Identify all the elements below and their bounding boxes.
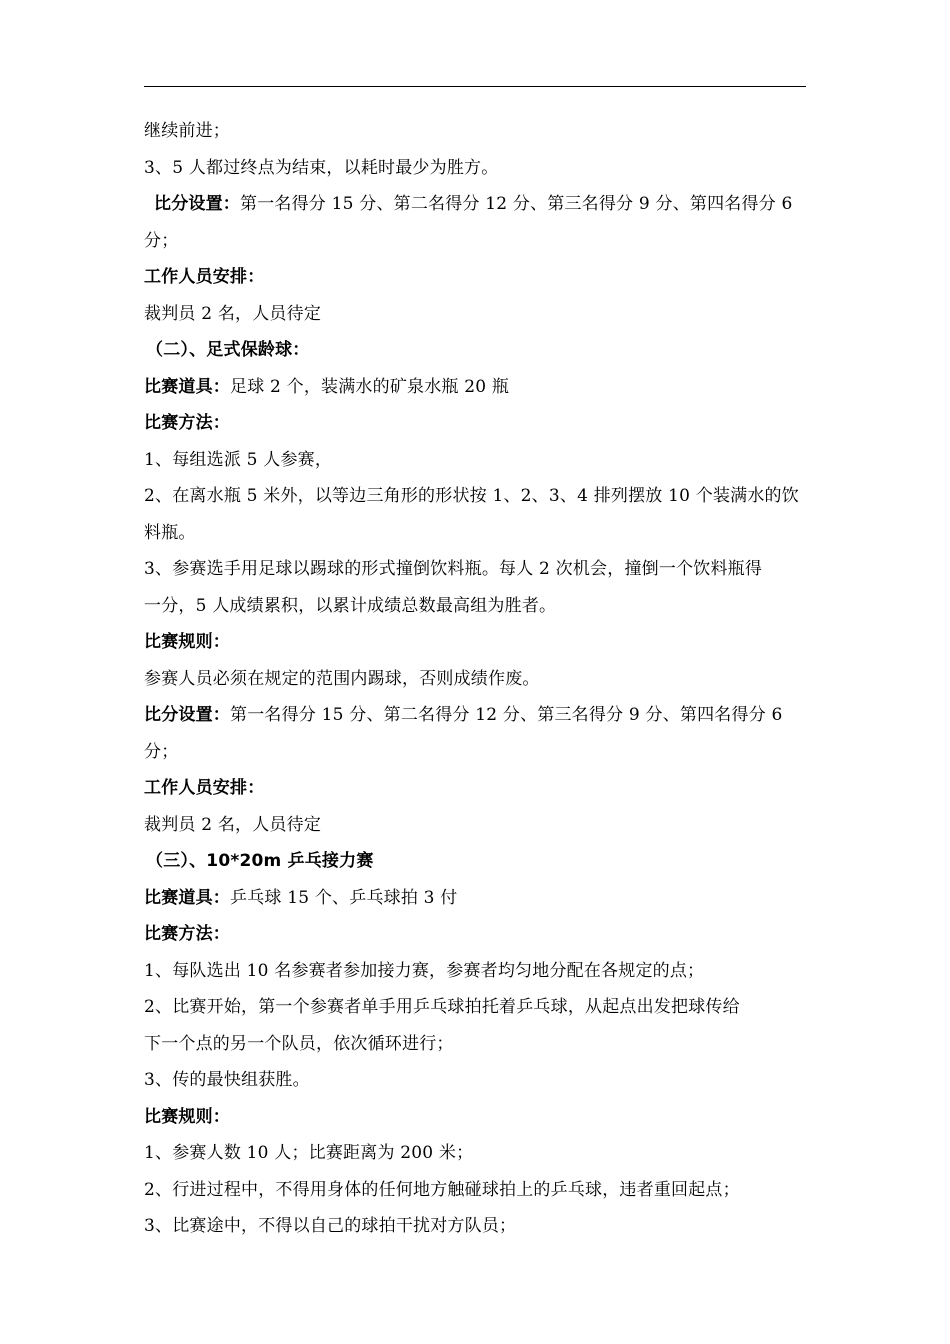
header-rule bbox=[144, 86, 806, 87]
line-text: 3、5 人都过终点为结束，以耗时最少为胜方。 bbox=[144, 157, 499, 178]
section-label: 工作人员安排： bbox=[144, 778, 265, 798]
props-line bbox=[144, 369, 812, 406]
method-heading bbox=[144, 405, 812, 442]
body-line bbox=[144, 551, 812, 588]
body-line bbox=[144, 989, 812, 1026]
line-text: 继续前进； bbox=[144, 121, 230, 141]
body-line bbox=[144, 223, 812, 260]
body-line bbox=[144, 953, 812, 990]
body-line bbox=[144, 1208, 812, 1245]
line-text: 1、参赛人数 10 人；比赛距离为 200 米； bbox=[144, 1143, 474, 1163]
line-text: 参赛人员必须在规定的范围内踢球，否则成绩作废。 bbox=[144, 668, 540, 689]
section-title: （二）、足式保龄球： bbox=[146, 340, 310, 360]
line-text: 第一名得分 15 分、第二名得分 12 分、第三名得分 9 分、第四名得分 6 bbox=[230, 705, 783, 725]
line-text: 分； bbox=[144, 741, 179, 762]
rules-heading bbox=[144, 1099, 812, 1136]
section-label: 比赛方法： bbox=[144, 924, 230, 944]
body-line bbox=[144, 1062, 812, 1099]
body-line bbox=[144, 442, 812, 479]
line-text: 2、比赛开始，第一个参赛者单手用乒乓球拍托着乒乓球，从起点出发把球传给 bbox=[144, 997, 740, 1017]
body-line bbox=[144, 296, 812, 333]
method-heading bbox=[144, 916, 812, 953]
line-text: 料瓶。 bbox=[144, 522, 196, 543]
line-text: 3、比赛途中，不得以自己的球拍干扰对方队员； bbox=[144, 1216, 517, 1236]
line-text: 裁判员 2 名，人员待定 bbox=[144, 814, 322, 835]
section-label: 比赛规则： bbox=[144, 1106, 230, 1127]
line-text: 3、传的最快组获胜。 bbox=[144, 1070, 310, 1090]
line-text: 乒乓球 15 个、乒乓球拍 3 付 bbox=[230, 887, 458, 908]
line-text: 足球 2 个，装满水的矿泉水瓶 20 瓶 bbox=[230, 376, 510, 397]
staff-heading bbox=[144, 259, 812, 296]
body-line bbox=[144, 515, 812, 552]
section-label: 比赛规则： bbox=[144, 632, 230, 652]
line-text: 裁判员 2 名，人员待定 bbox=[144, 303, 322, 324]
line-text: 分； bbox=[144, 230, 179, 251]
line-text: 2、在离水瓶 5 米外，以等边三角形的形状按 1、2、3、4 排列摆放 10 个装满水的饮 bbox=[144, 486, 799, 506]
section-label: 比分设置： bbox=[154, 194, 240, 214]
rules-heading bbox=[144, 624, 812, 661]
body-line bbox=[144, 734, 812, 771]
line-text: 3、参赛选手用足球以踢球的形式撞倒饮料瓶。每人 2 次机会，撞倒一个饮料瓶得 bbox=[144, 559, 763, 579]
score-setting-line bbox=[144, 186, 812, 223]
line-text: 第一名得分 15 分、第二名得分 12 分、第三名得分 9 分、第四名得分 6 bbox=[240, 194, 793, 214]
body-line bbox=[144, 1135, 812, 1172]
line-text: 一分，5 人成绩累积，以累计成绩总数最高组为胜者。 bbox=[144, 595, 557, 616]
body-line bbox=[144, 588, 812, 625]
section-label: 工作人员安排： bbox=[144, 267, 265, 287]
body-line bbox=[144, 661, 812, 698]
line-text: 1、每队选出 10 名参赛者参加接力赛，参赛者均匀地分配在各规定的点； bbox=[144, 960, 705, 981]
line-text: 2、行进过程中，不得用身体的任何地方触碰球拍上的乒乓球，违者重回起点； bbox=[144, 1179, 740, 1200]
body-line bbox=[144, 113, 812, 150]
staff-heading bbox=[144, 770, 812, 807]
props-line bbox=[144, 880, 812, 917]
section-label: 比分设置： bbox=[144, 705, 230, 725]
body-line bbox=[144, 1172, 812, 1209]
body-line bbox=[144, 150, 812, 187]
body-line bbox=[144, 807, 812, 844]
section-heading bbox=[144, 843, 812, 880]
body-line bbox=[144, 1026, 812, 1063]
section-label: 比赛道具： bbox=[144, 376, 230, 397]
body-line bbox=[144, 478, 812, 515]
line-text: 1、每组选派 5 人参赛， bbox=[144, 449, 333, 470]
section-label: 比赛道具： bbox=[144, 887, 230, 908]
section-label: 比赛方法： bbox=[144, 413, 230, 433]
score-setting-line bbox=[144, 697, 812, 734]
line-text: 下一个点的另一个队员，依次循环进行； bbox=[144, 1033, 454, 1054]
section-heading bbox=[144, 332, 812, 369]
document-body bbox=[144, 113, 812, 1245]
section-title: （三）、10*20m 乒乓接力赛 bbox=[146, 851, 374, 871]
